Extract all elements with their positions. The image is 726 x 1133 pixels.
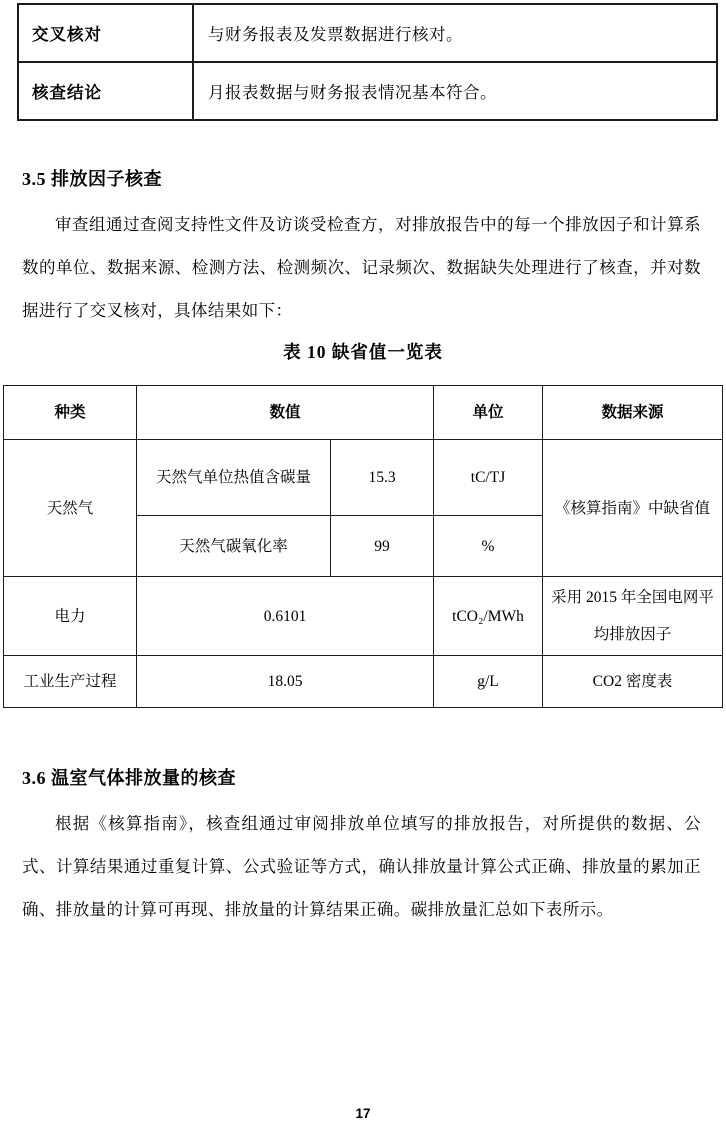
header-value: 数值 — [137, 386, 434, 440]
table-header-row — [4, 386, 723, 440]
table-row — [4, 577, 723, 656]
cell-oxidation-rate-value: 99 — [331, 516, 434, 577]
section-3-5-paragraph: 审查组通过查阅支持性文件及访谈受检查方，对排放报告中的每一个排放因子和计算系数的单位、数据来源、检测方法、检测频次、记录频次、数据缺失处理进行了核查，并对数据进行了交叉核对，具体结果如下： — [22, 215, 701, 320]
cell-industrial-source: CO2 密度表 — [543, 656, 723, 708]
cell-electricity-category: 电力 — [4, 577, 137, 656]
cross-check-table — [17, 3, 718, 121]
cell-oxidation-rate-unit: % — [434, 516, 543, 577]
cell-electricity-unit: tCO₂/MWh — [434, 577, 543, 656]
cell-electricity-source: 采用 2015 年全国电网平均排放因子 — [543, 577, 723, 656]
cell-natural-gas-category: 天然气 — [4, 440, 137, 577]
cell-natural-gas-source: 《核算指南》中缺省值 — [543, 440, 723, 577]
section-3-5-heading: 3.5 排放因子核查 — [22, 169, 162, 189]
cell-heat-carbon-name: 天然气单位热值含碳量 — [137, 440, 331, 516]
table-10-title: 表 10 缺省值一览表 — [283, 342, 443, 362]
section-3-6-heading: 3.6 温室气体排放量的核查 — [22, 768, 236, 788]
conclusion-content: 月报表数据与财务报表情况基本符合。 — [193, 62, 717, 120]
cell-electricity-value: 0.6101 — [137, 577, 434, 656]
cross-check-content: 与财务报表及发票数据进行核对。 — [193, 4, 717, 62]
cell-industrial-unit: g/L — [434, 656, 543, 708]
header-source: 数据来源 — [543, 386, 723, 440]
cell-heat-carbon-value: 15.3 — [331, 440, 434, 516]
default-values-table — [3, 385, 723, 708]
cell-industrial-value: 18.05 — [137, 656, 434, 708]
header-unit: 单位 — [434, 386, 543, 440]
table-row — [18, 62, 717, 120]
section-3-6-paragraph: 根据《核算指南》，核查组通过审阅排放单位填写的排放报告，对所提供的数据、公式、计算结果通过重复计算、公式验证等方式，确认排放量计算公式正确、排放量的累加正确、排放量的计算可再现、排放量的计算结果正确。碳排放量汇总如下表所示。 — [22, 814, 701, 919]
table-row — [4, 656, 723, 708]
cross-check-label: 交叉核对 — [18, 4, 193, 62]
page-number: 17 — [355, 1106, 371, 1121]
cell-industrial-category: 工业生产过程 — [4, 656, 137, 708]
header-category: 种类 — [4, 386, 137, 440]
conclusion-label: 核查结论 — [18, 62, 193, 120]
table-row — [4, 440, 723, 516]
table-row — [18, 4, 717, 62]
cell-oxidation-rate-name: 天然气碳氧化率 — [137, 516, 331, 577]
cell-heat-carbon-unit: tC/TJ — [434, 440, 543, 516]
